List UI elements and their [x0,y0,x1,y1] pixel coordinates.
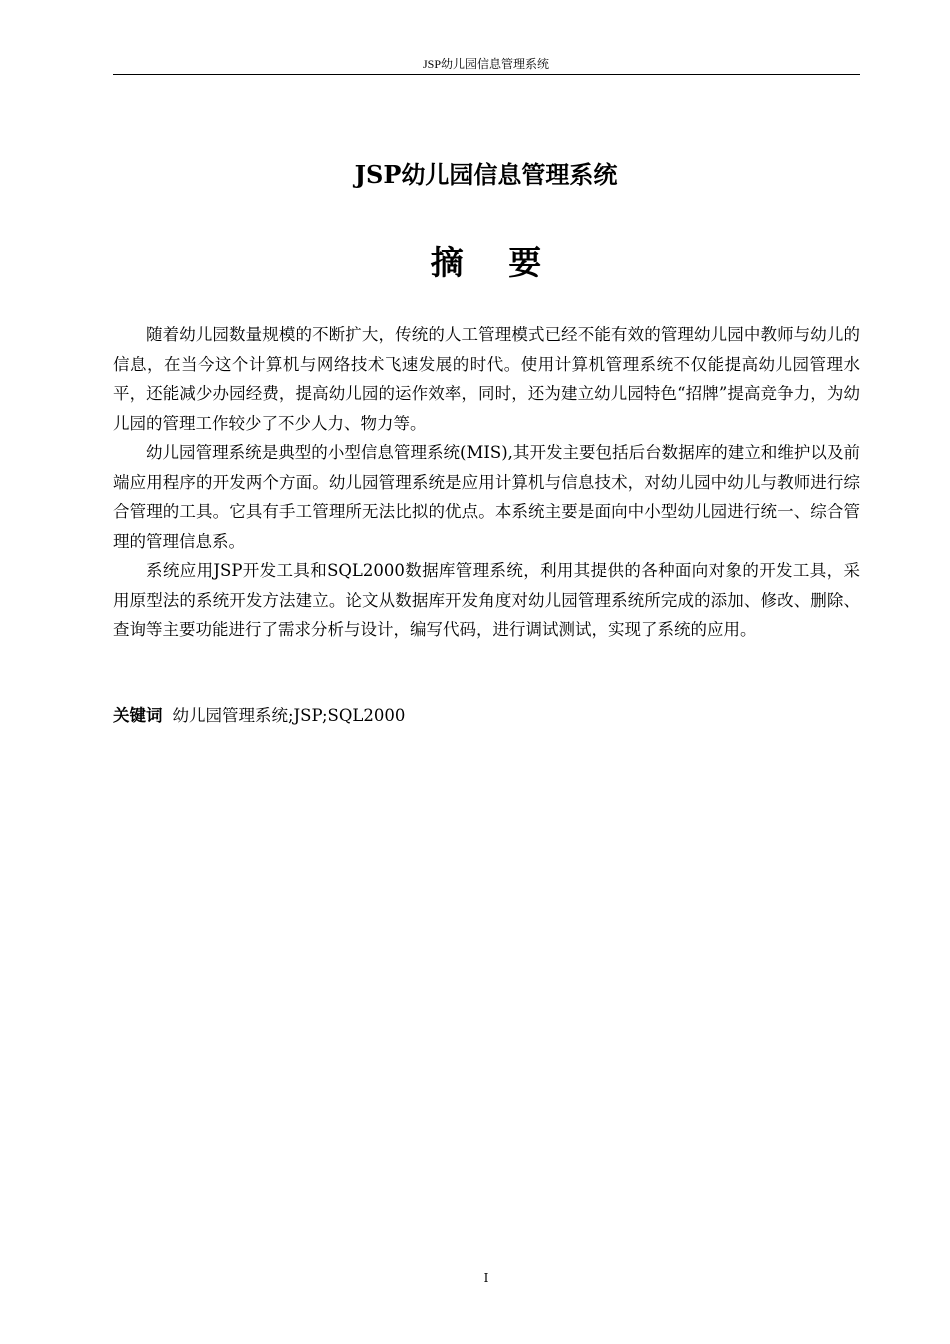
header-divider [113,74,860,75]
abstract-paragraph-1: 随着幼儿园数量规模的不断扩大，传统的人工管理模式已经不能有效的管理幼儿园中教师与幼儿的信息，在当今这个计算机与网络技术飞速发展的时代。使用计算机管理系统不仅能提高幼儿园管理水平，还能减少办园经费，提高幼儿园的运作效率，同时，还为建立幼儿园特色“招牌”提高竞争力，为幼儿园的管理工作较少了不少人力、物力等。 [113,325,860,433]
running-header: JSP幼儿园信息管理系统 [422,57,550,71]
abstract-heading: 摘 要 [430,243,558,282]
document-title: JSP幼儿园信息管理系统 [354,160,618,189]
abstract-body [113,320,860,645]
abstract-paragraph-3: 系统应用JSP开发工具和SQL2000数据库管理系统，利用其提供的各种面向对象的开发工具，采用原型法的系统开发方法建立。论文从数据库开发角度对幼儿园管理系统所完成的添加、修改、删除、查询等主要功能进行了需求分析与设计，编写代码，进行调试测试，实现了系统的应用。 [113,561,860,639]
page-number: I [483,1271,489,1285]
keywords-label: 关键词 [113,706,163,725]
abstract-paragraph-2: 幼儿园管理系统是典型的小型信息管理系统(MIS),其开发主要包括后台数据库的建立和维护以及前端应用程序的开发两个方面。幼儿园管理系统是应用计算机与信息技术，对幼儿园中幼儿与教师进行综合管理的工具。它具有手工管理所无法比拟的优点。本系统主要是面向中小型幼儿园进行统一、综合管理的管理信息系。 [113,443,860,551]
keywords-line [113,702,860,730]
keywords-value: 幼儿园管理系统;JSP;SQL2000 [172,706,406,725]
